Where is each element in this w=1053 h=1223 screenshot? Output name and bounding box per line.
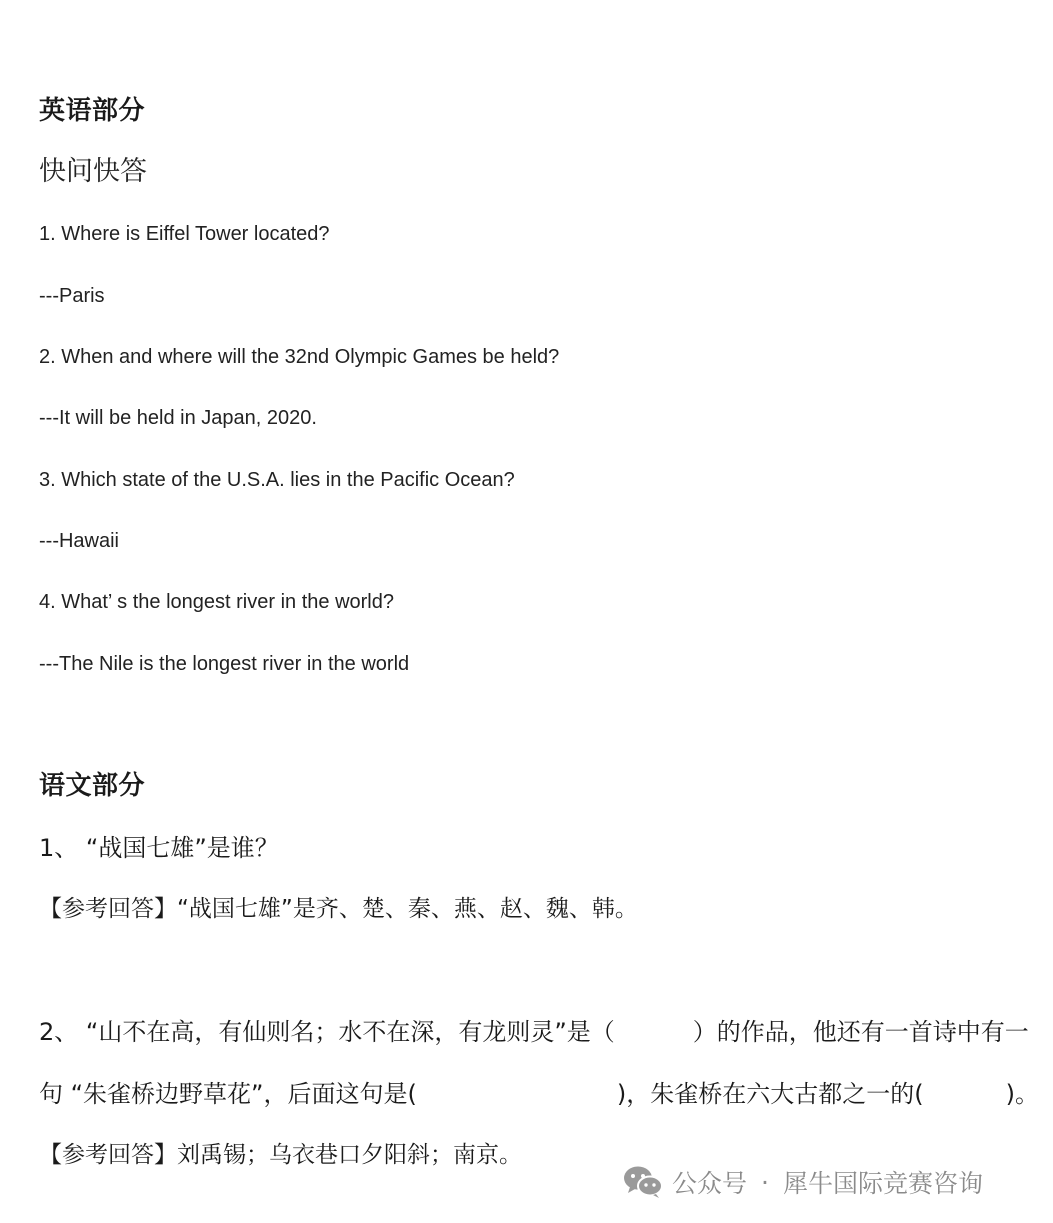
q2-line1-part-a: 2、 “山不在高，有仙则名；水不在深，有龙则灵”是（ [39,1018,615,1046]
english-question-4: 4. What’ s the longest river in the world? [39,591,394,613]
english-answer-1: ---Paris [39,285,105,307]
english-answer-2: ---It will be held in Japan, 2020. [39,407,317,429]
chinese-answer-2: 【参考回答】刘禹锡；乌衣巷口夕阳斜；南京。 [39,1142,522,1168]
english-question-2: 2. When and where will the 32nd Olympic Games be held? [39,346,560,368]
english-question-1: 1. Where is Eiffel Tower located? [39,223,330,245]
q2-line1-part-b: ）的作品，他还有一首诗中有一 [692,1018,1029,1046]
watermark-account: 犀牛国际竞赛咨询 [782,1169,983,1198]
q2-line2-part-c: )。 [1005,1080,1039,1108]
chinese-answer-1: 【参考回答】“战国七雄”是齐、楚、秦、燕、赵、魏、韩。 [39,896,638,922]
wechat-icon [622,1164,664,1200]
q2-line2-part-a: 句 “朱雀桥边野草花”，后面这句是( [39,1080,417,1108]
english-question-3: 3. Which state of the U.S.A. lies in the Pacific Ocean? [39,469,515,491]
watermark-label: 公众号 [672,1169,748,1198]
chinese-question-1: 1、 “战国七雄”是谁？ [39,834,279,862]
wechat-watermark [622,1163,983,1201]
chinese-question-2-line-2 [39,1082,1039,1106]
english-answer-4: ---The Nile is the longest river in the world [39,653,410,675]
chinese-section-heading: 语文部分 [39,771,146,801]
chinese-question-2-line-1 [39,1020,1029,1044]
q2-line2-part-b: )，朱雀桥在六大古都之一的( [616,1080,924,1108]
watermark-separator: · [761,1167,769,1197]
english-answer-3: ---Hawaii [39,530,119,552]
english-section-heading: 英语部分 [39,96,146,126]
quick-qa-subheading: 快问快答 [39,156,147,187]
